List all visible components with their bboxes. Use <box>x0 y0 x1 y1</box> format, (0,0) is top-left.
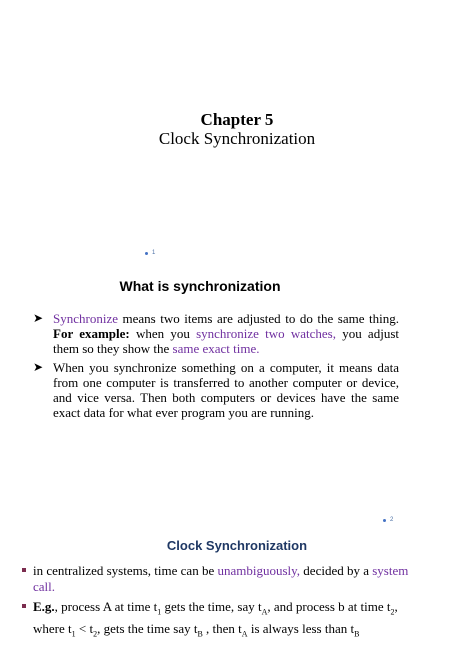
arrow-bullet-icon: ➤ <box>33 311 44 325</box>
bullet-item <box>22 563 422 595</box>
subscript: 2 <box>390 607 395 617</box>
text-run: E.g. <box>33 599 55 614</box>
slide-title <box>0 0 474 262</box>
text-run: means two items are adjusted to do the same thing. <box>117 311 399 326</box>
bullet-list <box>22 563 422 646</box>
slide-heading <box>0 278 400 294</box>
chapter-heading: Chapter 5 <box>200 110 274 129</box>
slide-clock-sync <box>0 530 474 639</box>
text-run: where t <box>33 620 72 636</box>
square-bullet-icon <box>22 604 26 608</box>
subscript: A <box>261 607 268 617</box>
text-run: For example: <box>53 326 130 341</box>
bullet-dot-icon <box>145 252 148 255</box>
subscript: 1 <box>71 629 76 639</box>
subscript: B <box>354 629 360 639</box>
square-bullet-icon <box>22 568 26 572</box>
text-run: you adjust them so they show the <box>53 326 399 356</box>
slide-number <box>145 250 155 256</box>
arrow-bullet-icon: ➤ <box>33 360 44 374</box>
bullet-list <box>33 311 399 424</box>
subscript: 1 <box>157 607 162 617</box>
slide-heading: Clock Synchronization <box>166 538 308 553</box>
bullet-item <box>33 311 399 356</box>
text-run: , process A at time t <box>54 599 158 614</box>
subscript: 2 <box>93 629 98 639</box>
chapter-subtitle: Clock Synchronization <box>158 129 316 148</box>
subscript: A <box>241 629 248 639</box>
text-run: , then t <box>202 620 242 636</box>
text-run: Synchronize <box>53 311 118 326</box>
slide-number-text: 1 <box>152 250 156 256</box>
text-run: system call. <box>33 563 409 594</box>
bullet-item <box>33 360 399 420</box>
text-run: is always less than t <box>247 620 355 636</box>
slide-what-is-sync <box>0 262 474 530</box>
text-run: , gets the time say t <box>97 620 198 636</box>
text-run: , <box>394 599 398 614</box>
text-run: decided by a <box>300 563 373 578</box>
slide-number <box>383 517 393 523</box>
bullet-dot-icon <box>383 519 386 522</box>
text-run: unambiguously, <box>217 563 301 578</box>
text-run: , and process b at time t <box>267 599 391 614</box>
text-run: in centralized systems, time can be <box>33 563 218 578</box>
text-run: synchronize two watches, <box>196 326 336 341</box>
text-run: gets the time, say t <box>161 599 262 614</box>
slide-heading-text: What is synchronization <box>119 278 281 294</box>
bullet-item <box>22 599 422 642</box>
text-run: < t <box>75 620 94 636</box>
subscript: B <box>197 629 203 639</box>
text-run: when you <box>129 326 197 341</box>
text-run: When you synchronize something on a computer, it means data from one computer is transferred to another computer or device, and vice versa. Then both computers or devices have the same exact data for what ever program you are running. <box>53 360 399 420</box>
slide-number-text: 2 <box>390 517 394 523</box>
text-run: same exact time. <box>172 341 260 356</box>
